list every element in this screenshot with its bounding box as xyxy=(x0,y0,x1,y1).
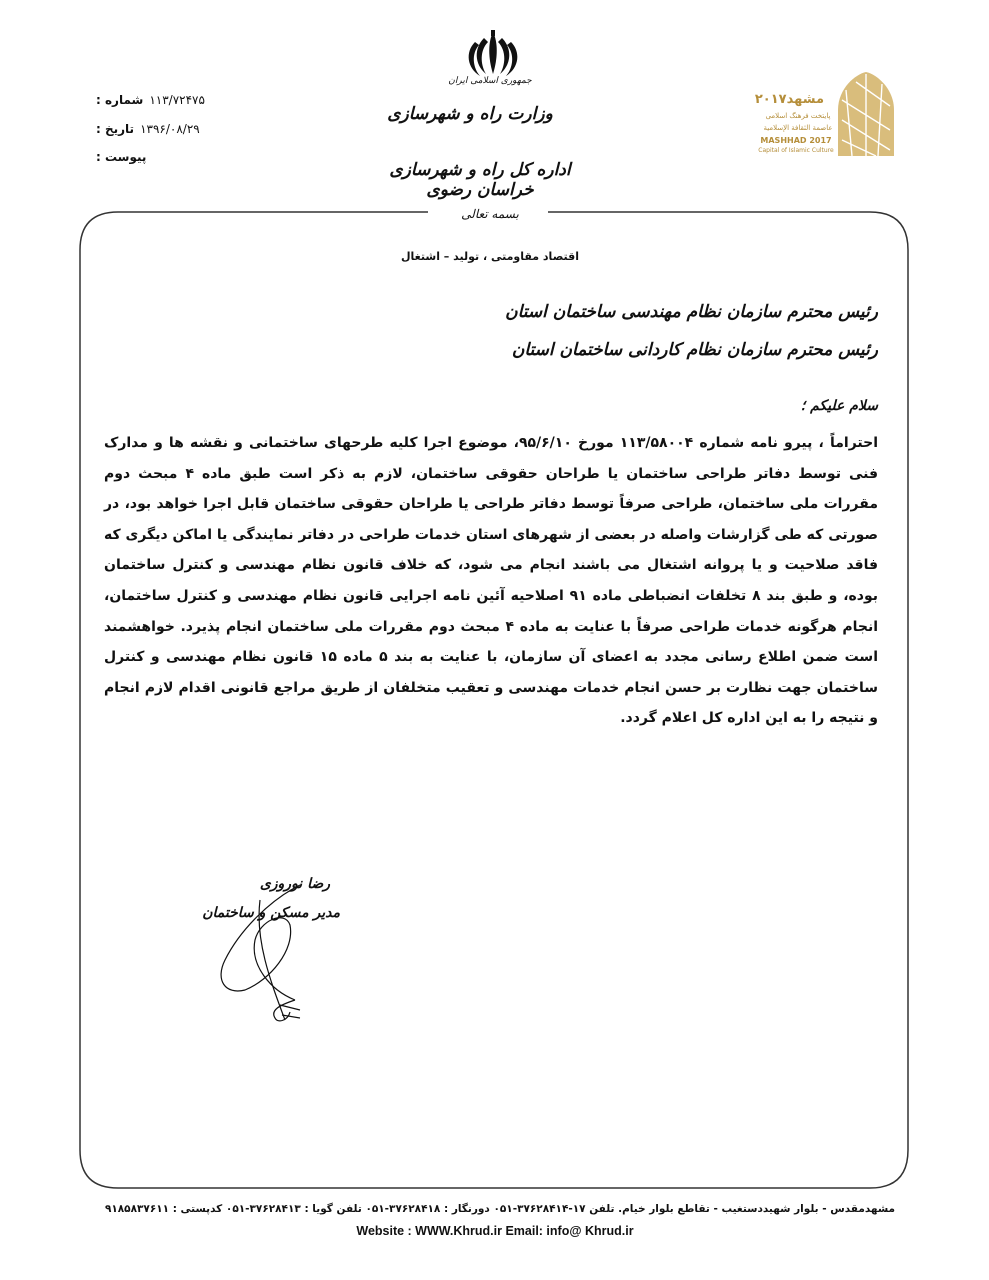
recipient-line: رئیس محترم سازمان نظام کاردانی ساختمان استان xyxy=(511,340,878,360)
mashhad-logo-subtitle-fa: پایتخت فرهنگ اسلامی xyxy=(765,112,831,120)
letter-number-value: ۱۱۳/۷۲۴۷۵ xyxy=(149,93,205,107)
mashhad-logo-city: مشهد۲۰۱۷ xyxy=(754,92,824,107)
directorate-name: اداره کل راه و شهرسازی خراسان رضوی xyxy=(389,160,571,200)
letter-number xyxy=(96,93,256,107)
greeting: سلام علیکم ؛ xyxy=(800,398,878,414)
footer-address: مشهدمقدس - بلوار شهیددستغیب - تقاطع بلوار خیام. تلفن ۱۷-۳۷۶۲۸۴۱۴-۰۵۱ دورنگار : ۳۷۶۲۸۴۱۸-۰۵۱ تلفن گویا : ۳۷۶۲۸۴۱۳-۰۵۱ کدپستی : ۹۱۸۵۸۳۷۶۱۱ xyxy=(104,1203,896,1215)
mashhad-logo-subtitle-en: Capital of Islamic Culture xyxy=(758,147,834,154)
emblem-caption: جمهوری اسلامی ایران xyxy=(448,76,532,86)
slogan: اقتصاد مقاومتی ، تولید – اشتغال xyxy=(401,250,579,263)
letter-date xyxy=(96,122,256,136)
letter-body: احتراماً ، پیرو نامه شماره ۱۱۳/۵۸۰۰۴ مورخ ۹۵/۶/۱۰، موضوع اجرا کلیه طرحهای ساختمانی و نقشه ها و مدارک فنی توسط دفاتر طراحی ساختمان یا طراحان حقوقی ساختمان، لازم به ذکر است طبق ماده ۴ مبحث دوم مقررات ملی ساختمان، طراحی صرفاً توسط دفاتر طراحی یا طراحان حقوقی ساختمان قابل اجرا خواهد بود، در صورتی که طی گزارشات واصله در بعضی از شهرهای استان خدمات طراحی در دفاتر نمایندگی یا اماکن دیگری که فاقد صلاحیت و یا پروانه اشتغال می باشند انجام می شود، که خلاف قانون نظام مهندسی و کنترل ساختمان بوده، و طبق بند ۸ تخلفات انضباطی ماده ۹۱ اصلاحیه آئین نامه اجرایی قانون نظام مهندسی و کنترل ساختمان، انجام هرگونه خدمات طراحی صرفاً با عنایت به ماده ۴ مبحث دوم مقررات ملی ساختمان انجام پذیرد. خواهشمند است ضمن اطلاع رسانی مجدد به اعضای آن سازمان، با عنایت به بند ۵ ماده ۱۵ قانون نظام مهندسی و کنترل ساختمان جهت نظارت بر حسن انجام خدمات مهندسی و تعقیب متخلفان از طریق مراجع قانونی اقدام لازم انجام و نتیجه را به این اداره کل اعلام گردد. xyxy=(104,435,879,727)
footer-website[interactable]: Website : WWW.Khrud.ir Email: info@ Khrud.ir xyxy=(356,1224,634,1238)
letter-date-value: ۱۳۹۶/۰۸/۲۹ xyxy=(140,122,200,136)
letter-date-label: تاریخ : xyxy=(96,122,135,136)
letter-number-label: شماره : xyxy=(96,93,144,107)
ministry-name: وزارت راه و شهرسازی xyxy=(387,104,553,124)
letter-attachment-label: پیوست : xyxy=(96,150,147,164)
recipient-line: رئیس محترم سازمان نظام مهندسی ساختمان استان xyxy=(505,302,878,322)
signer-title: مدیر مسکن و ساختمان xyxy=(202,905,340,921)
letter-attachment xyxy=(96,150,256,164)
invocation: بسمه تعالی xyxy=(440,207,540,221)
mashhad-logo-title-en: MASHHAD 2017 xyxy=(760,136,832,145)
handwritten-signature xyxy=(200,880,320,1030)
mashhad-logo-subtitle-ar: عاصمة الثقافة الإسلامية xyxy=(763,124,833,132)
signer-name: رضا نوروزی xyxy=(259,876,330,892)
